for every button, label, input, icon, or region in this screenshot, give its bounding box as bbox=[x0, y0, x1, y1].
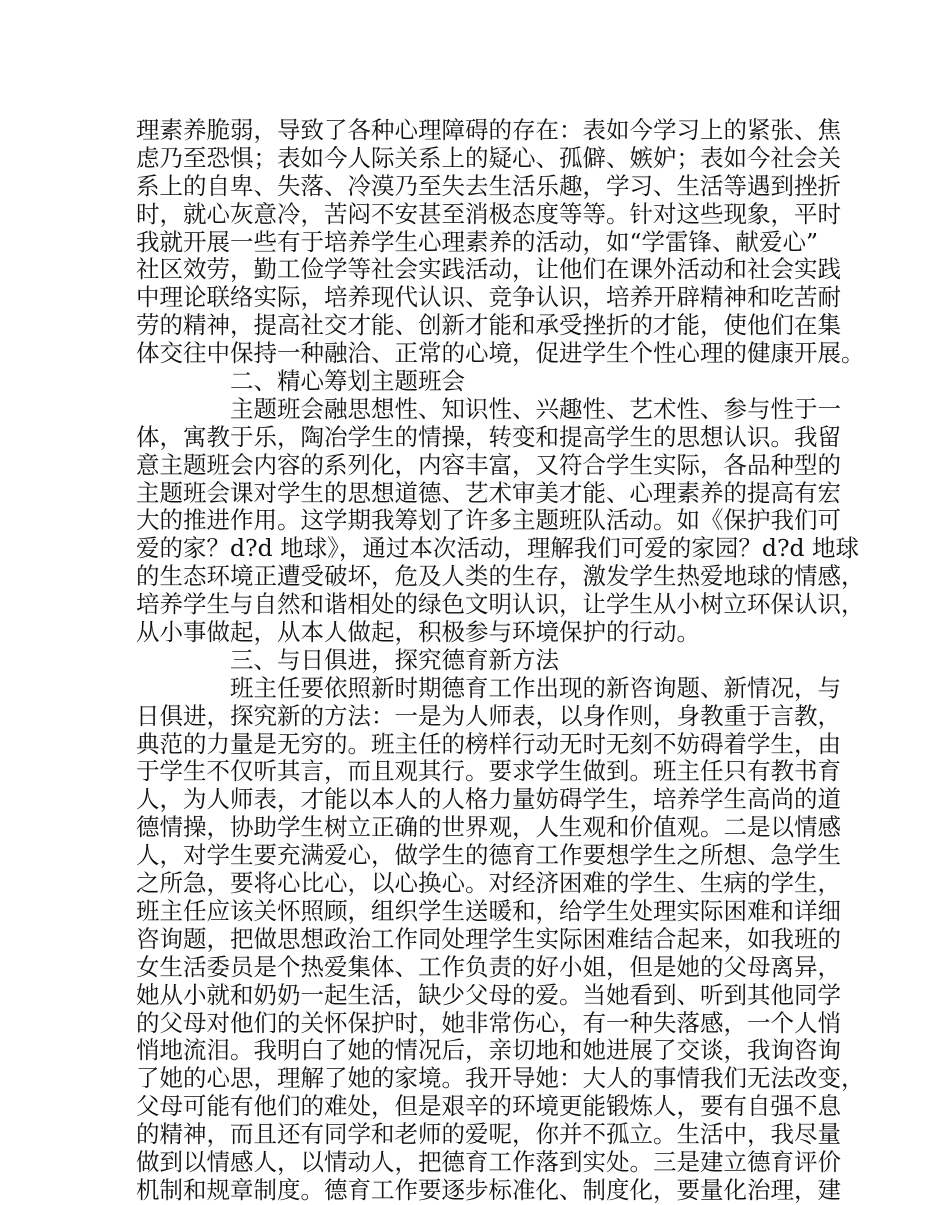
text-line: 人，对学生要充满爱心，做学生的德育工作要想学生之所想、急学生 bbox=[136, 841, 841, 870]
text-line: 我就开展一些有于培养学生心理素养的活动，如“学雷锋、献爱心” bbox=[136, 227, 819, 256]
text-line: 主题班会融思想性、知识性、兴趣性、艺术性、参与性于一 bbox=[230, 394, 841, 423]
text-line: 劳的精神，提高社交才能、创新才能和承受挫折的才能，使他们在集 bbox=[136, 311, 841, 340]
text-line: 爱的家？d?d 地球》，通过本次活动，理解我们可爱的家园？d?d 地球 bbox=[136, 534, 860, 563]
text-line: 意主题班会内容的系列化，内容丰富，又符合学生实际，各品种型的 bbox=[136, 450, 841, 479]
text-line: 理素养脆弱，导致了各种心理障碍的存在：表如今学习上的紧张、焦 bbox=[136, 116, 841, 144]
text-line: 咨询题，把做思想政治工作同处理学生实际困难结合起来，如我班的 bbox=[136, 924, 841, 953]
text-line: 的父母对他们的关怀保护时，她非常伤心，有一种失落感，一个人悄 bbox=[136, 1008, 841, 1037]
text-line: 系上的自卑、失落、冷漠乃至失去生活乐趣，学习、生活等遇到挫折 bbox=[136, 171, 841, 200]
text-line: 了她的心思，理解了她的家境。我开导她：大人的事情我们无法改变， bbox=[136, 1064, 865, 1093]
text-line: 的生态环境正遭受破坏，危及人类的生存，激发学生热爱地球的情感， bbox=[136, 562, 865, 591]
text-line: 机制和规章制度。德育工作要逐步标准化、制度化，要量化治理，建 bbox=[136, 1175, 841, 1204]
text-line: 社区效劳，勤工俭学等社会实践活动，让他们在课外活动和社会实践 bbox=[136, 255, 841, 284]
text-line: 她从小就和奶奶一起生活，缺少父母的爱。当她看到、听到其他同学 bbox=[136, 980, 841, 1009]
document-page bbox=[136, 116, 865, 1205]
text-line: 主题班会课对学生的思想道德、艺术审美才能、心理素养的提高有宏 bbox=[136, 478, 841, 507]
text-line: 体交往中保持一种融洽、正常的心境，促进学生个性心理的健康开展。 bbox=[136, 339, 865, 368]
text-line: 时，就心灰意冷，苦闷不安甚至消极态度等等。针对这些现象，平时 bbox=[136, 199, 841, 228]
text-line: 的精神，而且还有同学和老师的爱呢，你并不孤立。生活中，我尽量 bbox=[136, 1120, 841, 1149]
text-line: 班主任要依照新时期德育工作出现的新咨询题、新情况，与 bbox=[230, 673, 841, 702]
text-line: 悄地流泪。我明白了她的情况后，亲切地和她进展了交谈，我询咨询 bbox=[136, 1036, 841, 1065]
text-line: 典范的力量是无穷的。班主任的榜样行动无时无刻不妨碍着学生，由 bbox=[136, 729, 841, 758]
text-line: 日俱进，探究新的方法：一是为人师表，以身作则，身教重于言教， bbox=[136, 701, 841, 730]
text-line: 做到以情感人，以情动人，把德育工作落到实处。三是建立德育评价 bbox=[136, 1147, 841, 1176]
text-line: 班主任应该关怀照顾，组织学生送暖和，给学生处理实际困难和详细 bbox=[136, 896, 841, 925]
text-line: 于学生不仅听其言，而且观其行。要求学生做到。班主任只有教书育 bbox=[136, 757, 841, 786]
text-line: 父母可能有他们的难处，但是艰辛的环境更能锻炼人，要有自强不息 bbox=[136, 1092, 841, 1121]
text-line: 人，为人师表，才能以本人的人格力量妨碍学生，培养学生高尚的道 bbox=[136, 785, 841, 814]
text-line: 虑乃至恐惧；表如今人际关系上的疑心、孤僻、嫉妒；表如今社会关 bbox=[136, 143, 841, 172]
text-line: 体，寓教于乐，陶冶学生的情操，转变和提高学生的思想认识。我留 bbox=[136, 422, 841, 451]
text-line: 从小事做起，从本人做起，积极参与环境保护的行动。 bbox=[136, 618, 700, 647]
text-line: 女生活委员是个热爱集体、工作负责的好小姐，但是她的父母离异， bbox=[136, 952, 841, 981]
text-line: 中理论联络实际，培养现代认识、竞争认识，培养开辟精神和吃苦耐 bbox=[136, 283, 841, 312]
section-heading: 三、与日俱进，探究德育新方法 bbox=[230, 645, 559, 674]
section-heading: 二、精心筹划主题班会 bbox=[230, 367, 465, 396]
text-line: 德情操，协助学生树立正确的世界观，人生观和价值观。二是以情感 bbox=[136, 813, 841, 842]
text-line: 培养学生与自然和谐相处的绿色文明认识，让学生从小树立环保认识， bbox=[136, 590, 865, 619]
text-line: 大的推进作用。这学期我筹划了许多主题班队活动。如《保护我们可 bbox=[136, 506, 841, 535]
text-line: 之所急，要将心比心，以心换心。对经济困难的学生、生病的学生， bbox=[136, 869, 841, 898]
